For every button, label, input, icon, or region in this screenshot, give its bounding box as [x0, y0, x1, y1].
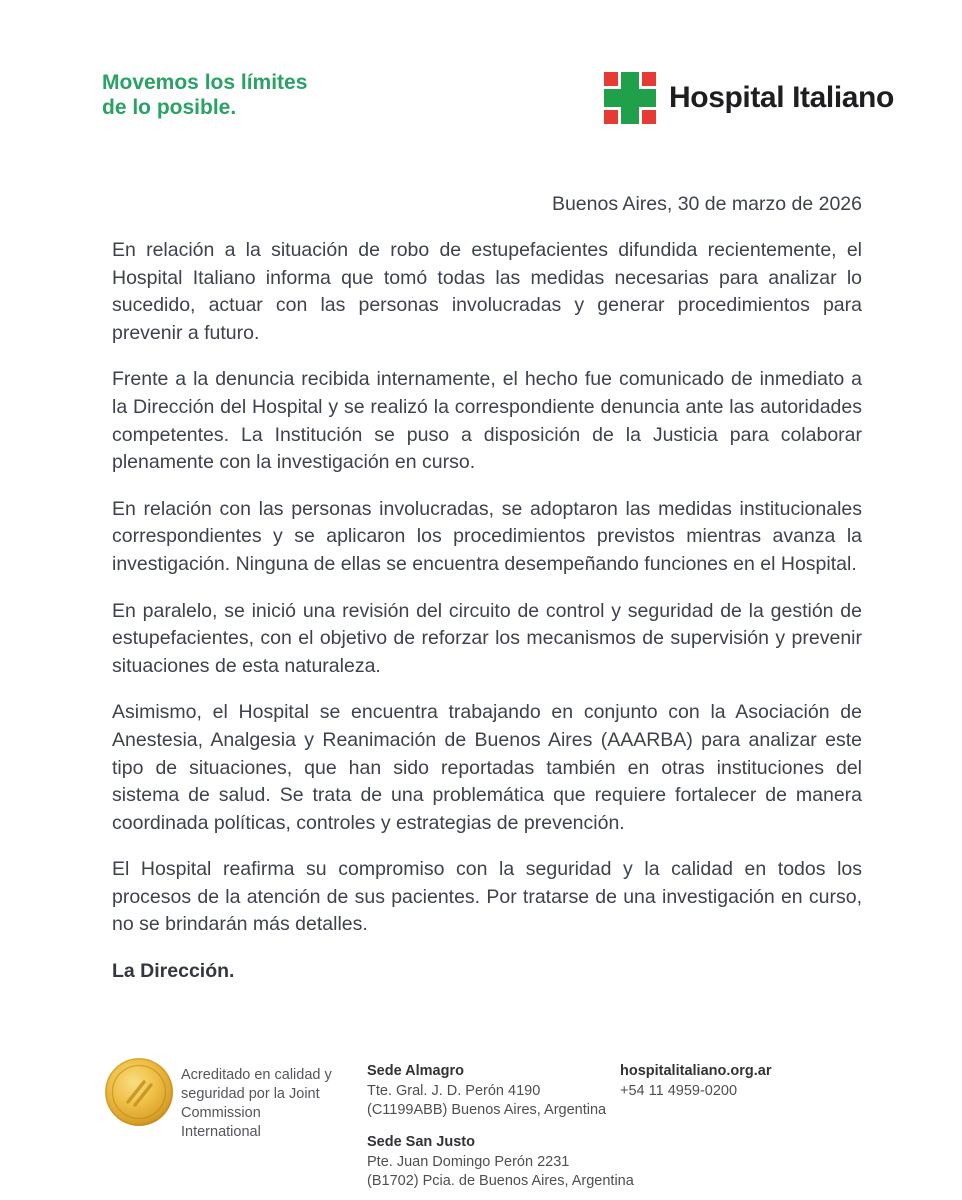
corner-square	[604, 110, 618, 124]
sede-san-justo-title: Sede San Justo	[367, 1134, 475, 1150]
sede-san-justo-address	[367, 1133, 634, 1192]
tagline-line1: Movemos los límites	[102, 71, 308, 94]
contact-info	[620, 1062, 771, 1101]
corner-square	[642, 110, 656, 124]
body-paragraph: En relación con las personas involucradas, se adoptaron las medidas institucionales correspondientes y se aplicaron los procedimientos previstos mientras avanza la investigación. Ninguna de ellas se encuentra desempeñando funciones en el Hospital.	[112, 497, 862, 575]
sede-almagro-line2: (C1199ABB) Buenos Aires, Argentina	[367, 1102, 607, 1118]
hospital-cross-icon	[604, 72, 656, 124]
accreditation-text: Acreditado en calidad y seguridad por la Joint Commission International	[181, 1067, 332, 1140]
letter-body	[112, 237, 862, 1005]
body-paragraph: En relación a la situación de robo de estupefacientes difundida recientemente, el Hospital Italiano informa que tomó todas las medidas necesarias para analizar lo sucedido, actuar con las personas involucradas y generar procedimientos para prevenir a futuro.	[112, 239, 862, 344]
sede-almagro-address	[367, 1062, 606, 1121]
sede-almagro-line1: Tte. Gral. J. D. Perón 4190	[367, 1082, 541, 1099]
gold-seal-graphic	[103, 1056, 175, 1128]
phone-number: +54 11 4959-0200	[620, 1082, 738, 1099]
sede-almagro-title: Sede Almagro	[367, 1063, 464, 1079]
sede-san-justo-line2: (B1702) Pcia. de Buenos Aires, Argentina	[367, 1173, 634, 1189]
website-text: hospitalitaliano.org.ar	[620, 1063, 772, 1079]
hospital-italiano-logo	[604, 70, 894, 126]
body-paragraph: Asimismo, el Hospital se encuentra trabajando en conjunto con la Asociación de Anestesia, Analgesia y Reanimación de Buenos Aires (AAARBA) para analizar este tipo de situaciones, que han sido reportadas también en otras instituciones del sistema de salud. Se trata de una problemática que requiere fortalecer de manera coordinada políticas, controles y estrategias de prevención.	[112, 701, 862, 834]
body-paragraph: En paralelo, se inició una revisión del circuito de control y seguridad de la gestión de estupefacientes, con el objetivo de reforzar los mecanismos de supervisión y prevenir situaciones de esta naturaleza.	[112, 599, 862, 677]
cross-horizontal-bar	[604, 89, 656, 107]
body-paragraph: Frente a la denuncia recibida internamente, el hecho fue comunicado de inmediato a la Dirección del Hospital y se realizó la correspondiente denuncia ante las autoridades competentes. La Institución se puso a disposición de la Justicia para colaborar plenamente con la investigación en curso.	[112, 368, 862, 474]
sede-san-justo-line1: Pte. Juan Domingo Perón 2231	[367, 1153, 570, 1170]
tagline	[102, 70, 307, 120]
corner-square	[604, 72, 618, 86]
brand-name: Hospital Italiano	[669, 81, 894, 114]
jci-gold-seal-icon	[103, 1056, 175, 1128]
date-line: Buenos Aires, 30 de marzo de 2026	[551, 193, 862, 215]
signature: La Dirección.	[112, 960, 235, 983]
tagline-line2: de lo posible.	[102, 96, 237, 119]
body-paragraph: El Hospital reafirma su compromiso con la seguridad y la calidad en todos los procesos de la atención de sus pacientes. Por tratarse de una investigación en curso, no se brindarán más detalles.	[112, 858, 862, 936]
corner-square	[642, 72, 656, 86]
